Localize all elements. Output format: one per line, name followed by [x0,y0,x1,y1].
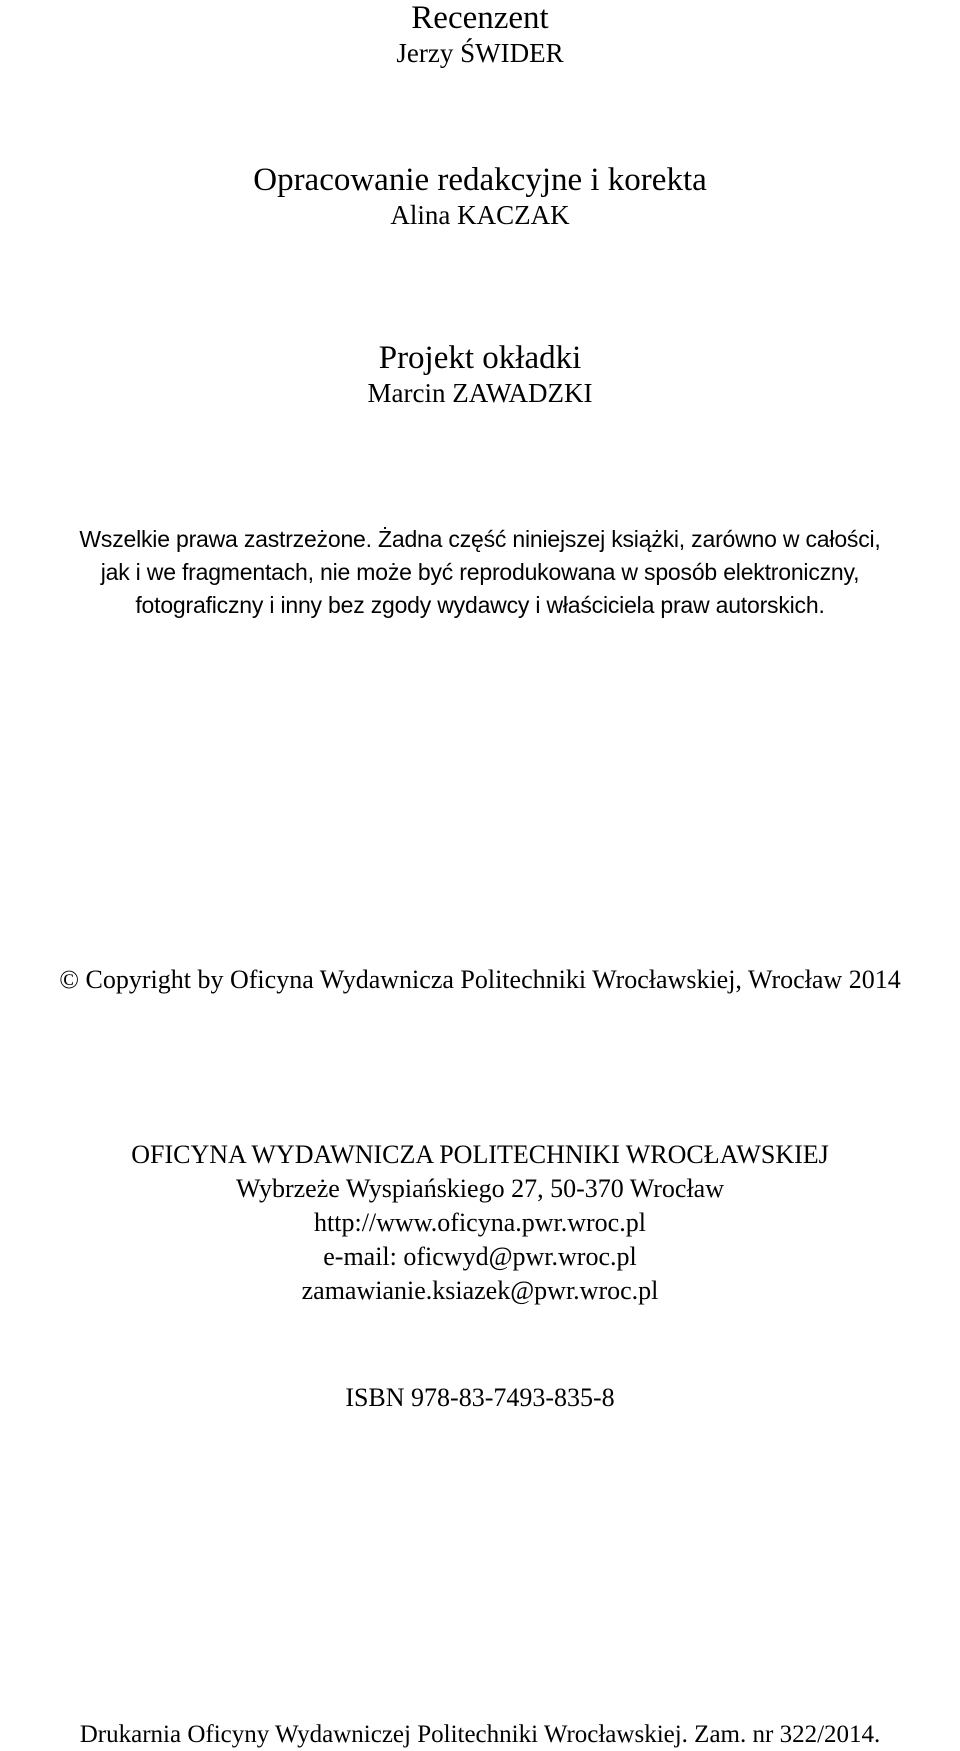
copyright-symbol: © [59,965,80,994]
rights-notice [0,523,960,622]
publisher-info [0,1138,960,1308]
publisher-email: e-mail: oficwyd@pwr.wroc.pl [323,1242,637,1271]
publisher-website: http://www.oficyna.pwr.wroc.pl [314,1208,646,1237]
rights-notice-line: Wszelkie prawa zastrzeżone. Żadna część niniejszej książki, zarówno w całości, [79,526,881,552]
copyright-text: Copyright by Oficyna Wydawnicza Politechniki Wrocławskiej, Wrocław 2014 [85,965,901,994]
credit-person: Jerzy ŚWIDER [396,38,564,68]
credit-cover-design [0,340,960,410]
publisher-name: OFICYNA WYDAWNICZA POLITECHNIKI WROCŁAWSKIEJ [131,1140,829,1169]
rights-notice-line: jak i we fragmentach, nie może być reprodukowana w sposób elektroniczny, [100,559,860,585]
copyright-line [0,963,960,997]
credit-person: Alina KACZAK [390,200,570,230]
rights-notice-line: fotograficzny i inny bez zgody wydawcy i właściciela praw autorskich. [135,592,825,618]
publisher-address: Wybrzeże Wyspiańskiego 27, 50-370 Wrocław [236,1174,724,1203]
credit-role: Recenzent [411,0,549,36]
credit-person: Marcin ZAWADZKI [367,378,593,408]
publisher-orders-email: zamawianie.ksiazek@pwr.wroc.pl [301,1276,659,1305]
credit-reviewer [0,0,960,70]
isbn: ISBN 978-83-7493-835-8 [345,1383,615,1412]
credit-role: Projekt okładki [378,340,582,376]
credit-editing [0,162,960,232]
printer-info: Drukarnia Oficyny Wydawniczej Politechniki Wrocławskiej. Zam. nr 322/2014. [79,1721,881,1748]
credit-role: Opracowanie redakcyjne i korekta [253,162,707,198]
